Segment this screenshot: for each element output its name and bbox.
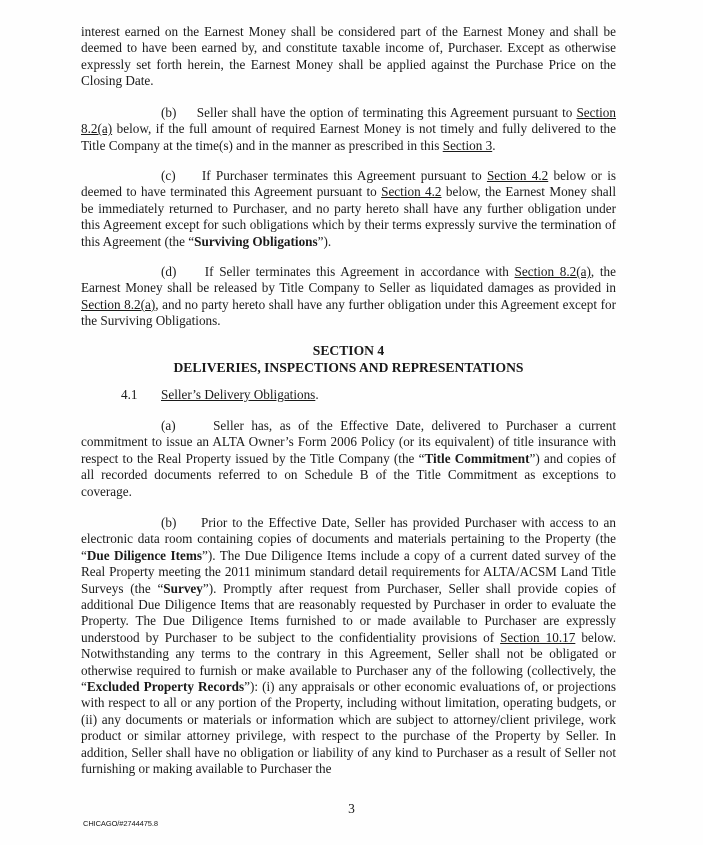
paragraph-c-purchaser-termination [81,168,616,250]
defined-term: Excluded Property Records [86,679,245,695]
section-reference: Section 8.2(a) [81,105,616,137]
subsection-period: . [315,387,319,402]
paragraph-text: ”) and copies of all recorded documents referred to on Schedule B of the Title Commitment as exceptions to coverage. [81,450,616,499]
section-number-heading: SECTION 4 [312,343,385,358]
defined-term: Due Diligence Items [86,547,202,563]
defined-term: Title Commitment [424,450,530,466]
paragraph-text: below, the Earnest Money shall be immediately returned to Purchaser, and no party hereto shall have any further obligation under this Agreement except for such obligations which by their terms expressly survive the termination of this Agreement (the “ [81,184,616,249]
section-reference: Section 4.2 [486,168,549,183]
paragraph-text: (a) Seller has, as of the Effective Date, delivered to Purchaser a current commitment to issue an ALTA Owner’s Form 2006 Policy (or its equivalent) of title insurance with respect to the Real Property issued by the Title Company (the “ [81,418,616,466]
paragraph-text: interest earned on the Earnest Money shall be considered part of the Earnest Money and shall be deemed to have been earned by, and constitute taxable income of, Purchaser. Except as otherwise expressly set forth herein, the Earnest Money shall be applied against the Purchase Price on the Closing Date. [81,24,616,89]
section-reference: Section 10.17 [500,629,576,645]
subsection-heading [121,387,319,403]
paragraph-text: (b) Prior to the Effective Date, Seller has provided Purchaser with access to an electronic data room containing copies of documents and materials pertaining to the Property (the “ [81,515,616,563]
subsection-title: Seller’s Delivery Obligations [161,387,316,402]
defined-term: Survey [163,580,203,596]
paragraph-b-due-diligence [81,515,616,778]
section-reference: Section 8.2(a) [81,296,156,312]
paragraph-text: below. Notwithstanding any terms to the contrary in this Agreement, Seller shall not be obligated or otherwise required to furnish or make available to Purchaser any of the following (collectively, the “ [81,629,616,695]
paragraph-text: (d) If Seller terminates this Agreement in accordance with [161,264,515,279]
paragraph-text: (c) If Purchaser terminates this Agreement pursuant to [161,168,487,183]
paragraph-d-seller-termination [81,264,616,330]
paragraph-text: (b) Seller shall have the option of terminating this Agreement pursuant to [161,105,577,120]
paragraph-text: ”). Promptly after request from Purchaser, Seller shall provide copies of additional Due Diligence Items that are reasonably requested by Purchaser in order to evaluate the Property. The Due Diligence Items furnished to or made available to Purchaser are expressly understood by Purchaser to be subject to the confidentiality provisions of [81,580,616,645]
paragraph-text: . [492,137,496,153]
defined-term: Surviving Obligations [194,233,318,249]
document-footer-id: CHICAGO/#2744475.8 [83,819,158,828]
paragraph-text: ”). The Due Diligence Items include a copy of a current dated survey of the Real Property meeting the 2011 minimum standard detail requirements for ALTA/ACSM Land Title Surveys (the “ [81,547,616,596]
paragraph-text: ”). [317,233,332,249]
section-reference: Section 3 [442,137,493,153]
paragraph-b-seller-termination [81,105,616,154]
page-number: 3 [348,801,355,816]
paragraph-text: , and no party hereto shall have any further obligation under this Agreement except for the Surviving Obligations. [81,296,616,329]
paragraph-earnest-money-interest [81,24,616,90]
paragraph-text: ”): (i) any appraisals or other economic evaluations of, or projections with respect to all or any portion of the Property, including without limitation, operating budgets, or (ii) any documents or materials or information which are subject to attorney/client privilege, work product or similar attorney privilege, with respect to the purchase of the Property by Seller. In addition, Seller shall have no obligation or liability of any kind to Purchaser as a result of Seller not furnishing or making available to Purchaser the [81,679,616,777]
section-reference: Section 8.2(a) [514,264,591,279]
paragraph-text: , the Earnest Money shall be released by Title Company to Seller as liquidated damages as provided in [81,264,616,296]
section-title-heading: DELIVERIES, INSPECTIONS AND REPRESENTATIONS [173,360,524,375]
paragraph-a-title-commitment [81,418,616,500]
paragraph-text: below or is deemed to have terminated this Agreement pursuant to [81,168,616,200]
paragraph-text: below, if the full amount of required Earnest Money is not timely and fully delivered to the Title Company at the time(s) and in the manner as prescribed in this [81,121,616,153]
subsection-number: 4.1 [121,387,138,402]
section-reference: Section 4.2 [381,184,442,200]
